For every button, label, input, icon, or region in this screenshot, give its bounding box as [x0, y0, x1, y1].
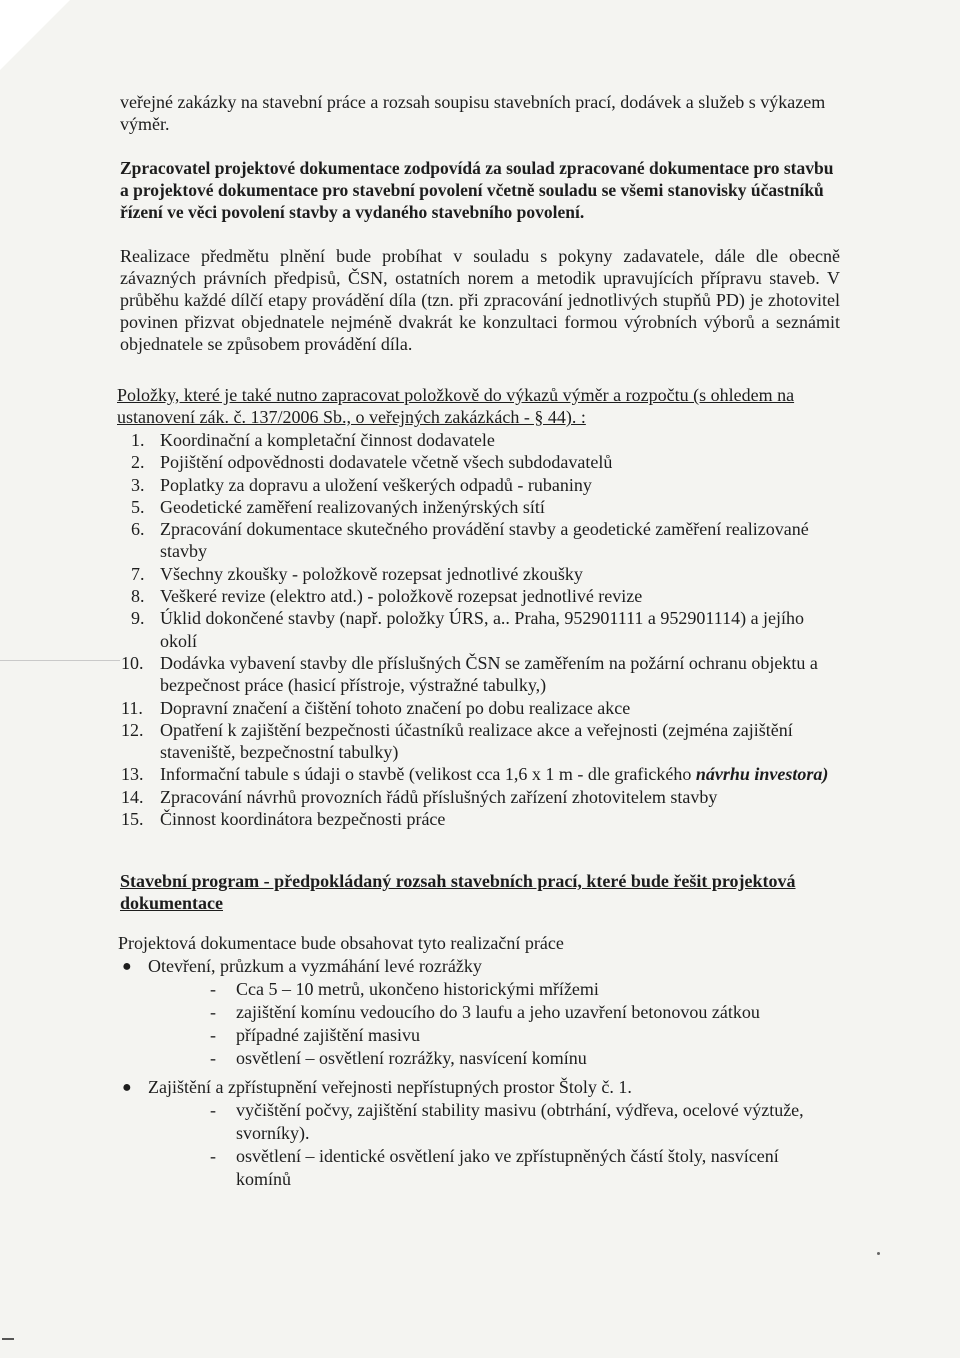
list-item: 5. Geodetické zaměření realizovaných inženýrských sítí	[131, 496, 545, 517]
list-item: 1. Koordinační a kompletační činnost dodavatele	[131, 430, 495, 450]
list-item: 10. Dodávka vybavení stavby dle příslušných ČSN se zaměřením na požární ochranu objektu a bezpečnost práce (hasicí přístroje, výstražné tabulky,)	[121, 652, 818, 696]
list-item: 8. Veškeré revize (elektro atd.) - položkově rozepsat jednotlivé revize	[131, 586, 643, 607]
scan-artifact-mark	[2, 1338, 14, 1340]
dash-icon: -	[210, 1048, 216, 1068]
dash-item: - zajištění komínu vedoucího do 3 laufu a jeho uzavření betonovou zátkou	[210, 1002, 760, 1022]
list-item: 9. Úklid dokončené stavby (např. položky ÚRS, a.. Praha, 952901111 a 952901114) a jejího okolí	[131, 608, 805, 651]
page-fold-corner	[0, 0, 70, 70]
dash-item: - osvětlení – osvětlení rozrážky, nasvícení komínu	[210, 1048, 587, 1068]
italic-emphasis: návrhu investora)	[695, 764, 829, 785]
program-intro: Projektová dokumentace bude obsahovat tyto realizační práce	[118, 933, 564, 953]
bullet-dot-icon: ●	[122, 1079, 132, 1096]
list-item: 12. Opatření k zajištění bezpečnosti účastníků realizace akce a veřejnosti (zejména zajištění staveniště, bezpečnostní tabulky)	[121, 719, 793, 763]
dash-item: - Cca 5 – 10 metrů, ukončeno historickými mřížemi	[210, 979, 599, 999]
program-bullets	[118, 955, 838, 1191]
dash-icon: -	[210, 1146, 216, 1166]
dash-icon: -	[210, 979, 216, 999]
scan-artifact-dot	[877, 1252, 880, 1255]
list-item: 13. Informační tabule s údaji o stavbě (velikost cca 1,6 x 1 m - dle grafického návrhu investora)	[121, 764, 829, 785]
list-item: 14. Zpracování návrhů provozních řádů příslušných zařízení zhotovitelem stavby	[121, 786, 718, 807]
realization-paragraph: Realizace předmětu plnění bude probíhat v souladu s pokyny zadavatele, dále dle obecně závazných právních předpisů, ČSN, ostatních norem a metodik upravujících přípravu staveb. V průběhu každé dílčí etapy provádění díla (tzn. při zpracování jednotlivých stupňů PD) je zhotovitel povinen přizvat objednatele nejméně dvakrát ke konzultaci formou výrobních výborů a seznámit objednatele se způsobem provádění díla.	[120, 246, 840, 354]
dash-icon: -	[210, 1002, 216, 1022]
intro-paragraph: veřejné zakázky na stavební práce a rozsah soupisu stavebních prací, dodávek a služeb s výkazem výměr.	[120, 92, 826, 134]
list-item: 6. Zpracování dokumentace skutečného provádění stavby a geodetické zaměření realizované stavby	[131, 519, 809, 562]
dash-icon: -	[210, 1025, 216, 1045]
list-item: 15. Činnost koordinátora bezpečnosti práce	[121, 809, 446, 830]
list-item: 11. Dopravní značení a čištění tohoto značení po dobu realizace akce	[121, 697, 631, 718]
bullet-item: ● Zajištění a zpřístupnění veřejnosti nepřístupných prostor Štoly č. 1.	[122, 1077, 632, 1097]
items-heading: Položky, které je také nutno zapracovat položkově do výkazů výměr a rozpočtu (s ohledem na ustanovení zák. č. 137/2006 Sb., o veřejných zakázkách - § 44). :	[117, 385, 795, 427]
bullet-item: ● Otevření, průzkum a vyzmáhání levé rozrážky	[122, 956, 482, 976]
dash-item: - osvětlení – identické osvětlení jako ve zpřístupněných částí štoly, nasvícení komínů	[210, 1146, 779, 1189]
responsibility-paragraph: Zpracovatel projektové dokumentace zodpovídá za soulad zpracované dokumentace pro stavbu a projektové dokumentace pro stavební povolení včetně souladu se všemi stanovisky účastníků řízení ve věci povolení stavby a vydaného stavebního povolení.	[120, 158, 834, 222]
scan-artifact-line	[0, 660, 120, 661]
program-heading: Stavební program - předpokládaný rozsah stavebních prací, které bude řešit projektová dokumentace	[120, 871, 796, 913]
list-item: 2. Pojištění odpovědnosti dodavatele včetně všech subdodavatelů	[131, 452, 613, 473]
dash-item: - vyčištění počvy, zajištění stability masivu (obtrhání, výdřeva, ocelové výztuže, svorníky).	[210, 1100, 804, 1143]
bullet-dot-icon: ●	[122, 958, 132, 975]
dash-icon: -	[210, 1100, 216, 1120]
dash-item: - případné zajištění masivu	[210, 1025, 420, 1045]
list-item: 7. Všechny zkoušky - položkově rozepsat jednotlivé zkoušky	[131, 563, 583, 584]
items-list	[117, 429, 837, 830]
list-item: 3. Poplatky za dopravu a uložení veškerých odpadů - rubaniny	[131, 474, 592, 495]
